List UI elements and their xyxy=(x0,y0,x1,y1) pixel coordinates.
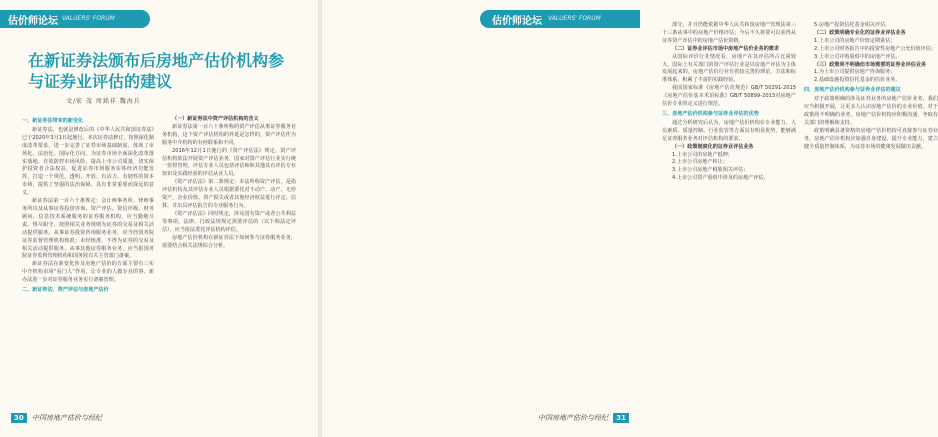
paragraph: 新证券法，也就是修改后的《中华人民共和国证券法》已于2020年3月1日起施行。本次证券法修订，按照深化制度改革要求，进一步完善了证券市场基础制度，体现了市场化、法治化、国际化方向，为证券市场全面深化改革落实落地、有效防控市场风险，提高上市公司质量，切实保护投资者合法权益，促进证券市场服务实体经济功能发挥，打造一个规范、透明、开放、有活力、有韧性的资本市场，提供了坚强的法治保障，具有非常重要而深远的意义。 xyxy=(22,126,154,197)
paragraph: 1.上市公司的房地产价值定期重估； xyxy=(814,37,896,44)
paragraph: 新证券法第一百六十条所称的资产评估从事证券服务业务机构，这个资产评估机构的外延是怎样的，资产评估作为服务中介机构的有何联系和不同。 xyxy=(162,123,296,146)
section-header-title: 估价师论坛 xyxy=(8,16,58,27)
section-header-english: VALUERS' FORUM xyxy=(548,15,601,22)
magazine-name: 中国房地产估价与经纪 xyxy=(538,414,609,422)
paragraph: 房地产估价机构在新证券法下如何参与证券服务业务，需要结合相关法规综合分析。 xyxy=(162,234,296,249)
paragraph: 部分，并且仍能依据中华人民共和国房地产管理法第三十三条从事中的房地产价格评估；今后不久将要可以获得从证券资产评估中的房地产估价资格。 xyxy=(662,22,796,44)
section-header-title: 估价师论坛 xyxy=(492,16,542,27)
paragraph: 2.上市公司财务报告中的投资性房地产公允价值评估； xyxy=(814,45,937,52)
section-heading: 三、房地产估价机构参与证券业评估的优势 xyxy=(662,110,759,117)
paragraph: 2.上市公司房地产转让； xyxy=(672,159,728,166)
paragraph: 新证券法在新变化涉及房地产估价的方面主要有三实中介机构市场“看门人”作用，让专业的人做专业的事，新办法进一步对证券服务业务实行备案管理。 xyxy=(22,261,154,284)
paragraph: 政策明确具备资格的房地产估价机构可直接参与证券业务，房地产估价机构应加强自身建设，提升专业能力，建立健全质量控制体系，为证券市场的健康发展做出贡献。 xyxy=(804,127,938,150)
left-footer xyxy=(8,413,102,423)
paragraph: 4.上市公司资产重组中涉及的房地产评估。 xyxy=(672,175,769,182)
section-header-banner xyxy=(0,10,150,28)
section-heading: 四、房地产估价机构参与证券业评估的建议 xyxy=(804,87,901,94)
paragraph: 1.上市公司的房地产抵押； xyxy=(672,151,733,158)
paragraph: 3.上市公司并购重组中的房地产评估。 xyxy=(814,53,901,60)
left-column-2 xyxy=(162,116,296,376)
subsection-heading: （三）政策尚不明确但市场需要的证券业评估业务 xyxy=(814,61,927,68)
paragraph: 从国际评价行业情况看，房地产在其评估所占比重较大，国际上有关部门的资产评估行业是以房地产评估为主体发展起来的。房地产估价行业有着较完善的理论、方法和标准体系，积累了丰富的实践经验。 xyxy=(662,53,796,84)
subsection-heading: （一）政策制度化的证券业评估业务 xyxy=(672,143,754,150)
left-column-1 xyxy=(22,116,154,376)
section-heading: 一、新证券法带来的新变化 xyxy=(22,118,84,124)
section-header-banner xyxy=(480,10,640,28)
paragraph: 《资产评估法》第二条规定：本法所称资产评估，是指评估机构及其评估专业人员根据委托对不动产、动产、无形资产、企业价值、资产损失或者其他经济权益进行评定、估算，并出具评估报告的专业服务行为。 xyxy=(162,179,296,209)
right-page xyxy=(322,0,938,437)
paragraph: 《资产评估法》同时规定，涉及国有资产或者公共利益等事项，法律、行政法规规定需要评估的（以下称法定评估），应当依法委托评估机构评估。 xyxy=(162,210,296,233)
right-column-1 xyxy=(662,22,796,377)
section-header-english: VALUERS' FORUM xyxy=(62,15,115,22)
paragraph: 3.上市公司房地产税收相关评估； xyxy=(672,167,749,174)
magazine-name: 中国房地产估价与经纪 xyxy=(31,414,102,422)
paragraph: 我国国家标准《房地产估价规范》GB/T 50291-2015《房地产估价基本术语标准》GB/T 50899-2013对房地产估价专业的定义进行规范。 xyxy=(662,85,796,108)
left-page xyxy=(0,0,318,437)
subsection-heading: （二）政策明确专业化的证券业评估业务 xyxy=(814,29,906,36)
right-column-2 xyxy=(804,22,938,377)
paragraph: 2016年12月1日施行的《资产评估法》规定，资产评估机构依法开展资产评估业务，国家对资产评估行业实行统一监督管理，评估专业人员包括评估师和其他具有评估专业知识及实践经验的评估从业人员。 xyxy=(162,147,296,178)
paragraph: 2.基础设施投资信托基金的估价业务。 xyxy=(814,77,901,84)
right-footer xyxy=(538,413,632,423)
article-authors: 文/宏 茂 周銘祥 魏海兵 xyxy=(66,98,141,105)
subsection-heading: （一）新证券法中资产评估机构的含义 xyxy=(172,116,259,122)
paragraph: 5.房地产投资信托基金相关评估。 xyxy=(814,22,891,28)
section-heading: 二、新证券法、资产评估与房地产估价 xyxy=(22,287,109,294)
page-number: 30 xyxy=(11,413,27,423)
paragraph: 1.为上市公司提供房地产咨询服务； xyxy=(814,69,896,76)
paragraph: 新证券法第一百六十条规定：会计师事务所、律师事务所以及从事证券投资咨询、资产评估、资信评级、财务顾问、信息技术系统服务的证券服务机构，应当勤勉尽责、恪尽职守，按照相关业务规则为证券的交易及相关活动提供服务。从事证券投资咨询服务业务，应当经国务院证券监督管理机构核准；未经核准，不得为证券的交易及相关活动提供服务。从事其他证券服务业务，应当报国务院证券监督管理机构和国务院有关主管部门备案。 xyxy=(22,198,154,260)
article-title: 在新证券法颁布后房地产估价机构参与证券业评估的建议 xyxy=(28,51,285,91)
paragraph: 对于政策明确的涉及证券业务的房地产估价业务，我们应当积极开展，让更多人认识房地产估价的专业价值。对于政策尚不明确的业务，房地产估价机构应积极沟通，争取有关部门的理解和支持。 xyxy=(804,96,938,126)
page-number: 31 xyxy=(613,413,629,423)
paragraph: 通过分析研究后认为，房地产估价机构在专业能力、人员素质、质量控制、行业监管等方面具有明显优势，能够满足证券服务业务对评估机构的要求。 xyxy=(662,119,796,142)
subsection-heading: （二）证券业评估市场中房地产估价业务的需求 xyxy=(672,45,779,52)
